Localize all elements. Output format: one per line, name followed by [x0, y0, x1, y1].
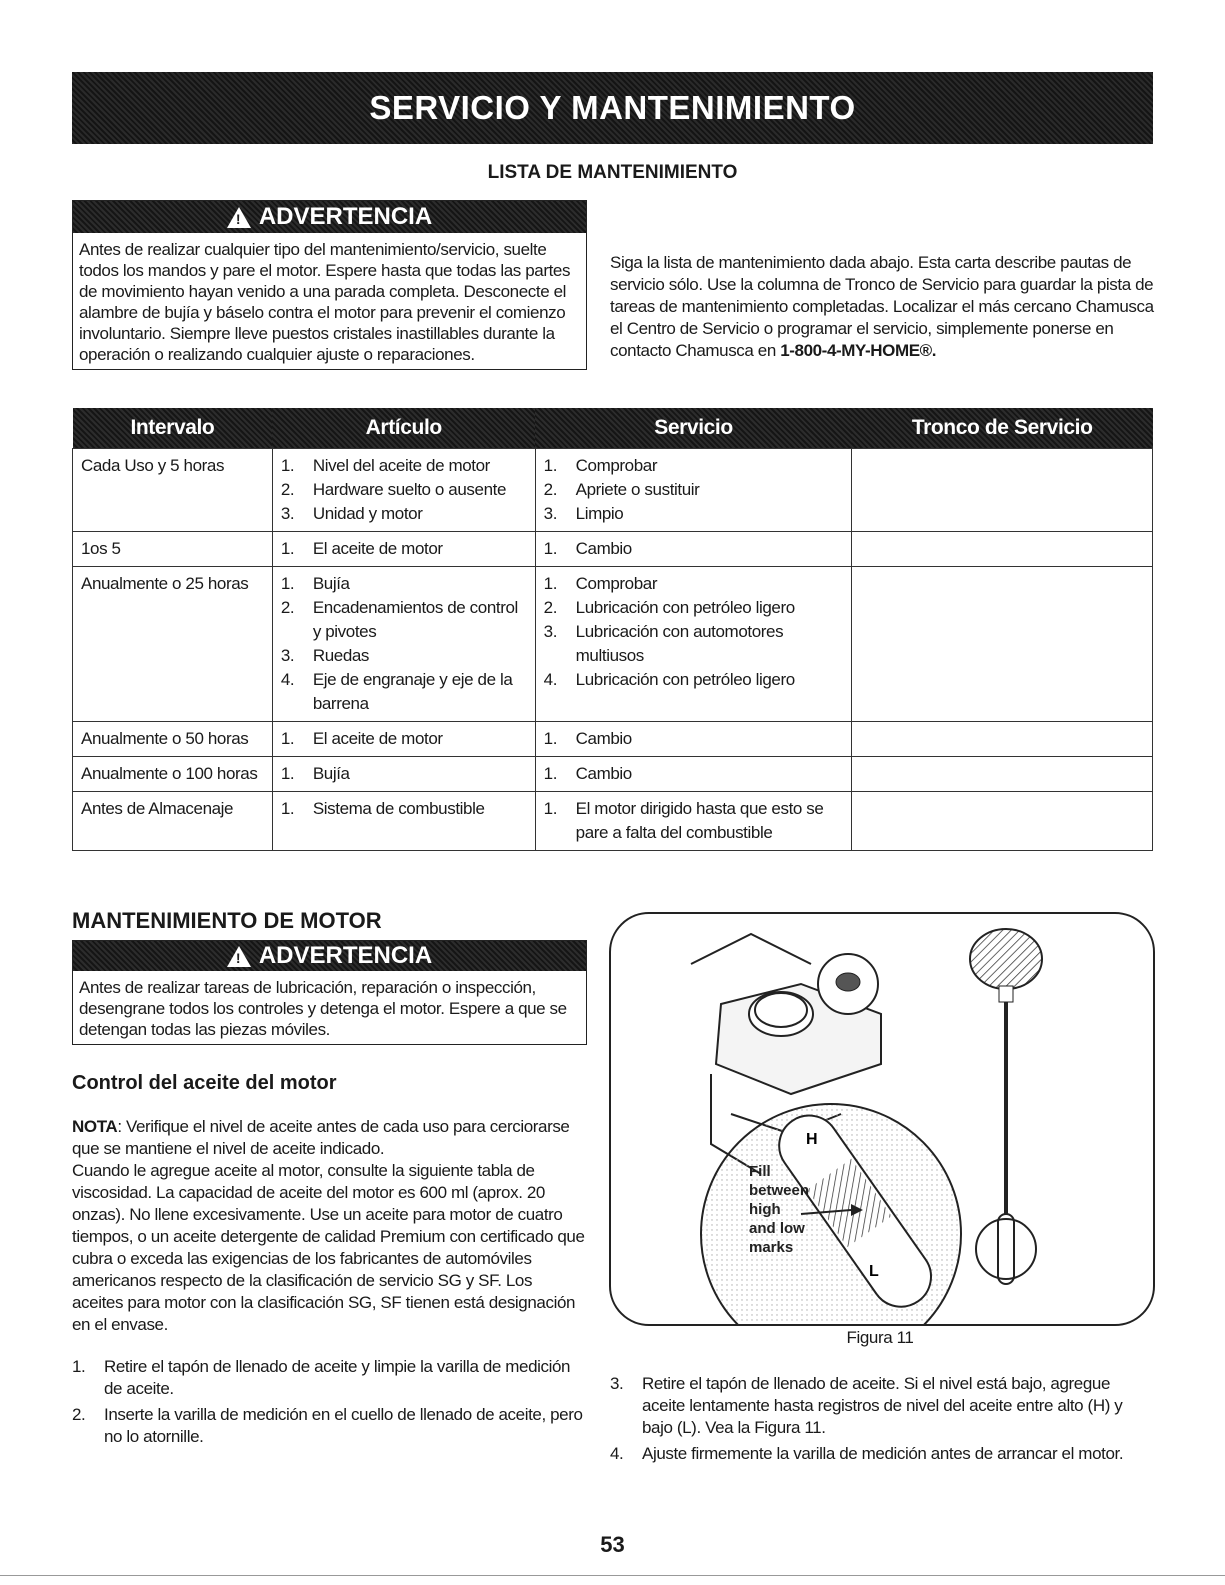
item-number: 1.	[280, 764, 295, 783]
item-number: 2.	[280, 480, 295, 499]
step-item	[72, 1404, 587, 1448]
header-intervalo: Intervalo	[73, 408, 273, 449]
warning-text: Antes de realizar cualquier tipo del mantenimiento/servicio, suelte todos los mandos y pare el motor. Espere hasta que todas las partes de movimiento hayan venido a una parada completa. Desconecte el alambre de bujía y báselo contra el motor para prevenir el comienzo involuntario. Siempre lleve puestos cristales inastillables durante la operación o realizando cualquier ajuste o reparaciones.	[79, 240, 571, 364]
item-text: Lubricación con automotores multiusos	[575, 622, 784, 665]
nota-label: NOTA	[72, 1117, 118, 1136]
list-item	[281, 478, 527, 502]
step-text: Retire el tapón de llenado de aceite y limpie la varilla de medición de aceite.	[104, 1357, 571, 1398]
articulo-cell	[272, 532, 535, 567]
header-servicio: Servicio	[535, 408, 852, 449]
item-number: 3.	[280, 646, 295, 665]
item-number: 2.	[280, 598, 295, 617]
intro-paragraph	[610, 252, 1155, 362]
item-text: Bujía	[312, 764, 350, 783]
engine-warning-text: Antes de realizar tareas de lubricación, reparación o inspección, desengrane todos los controles y detenga el motor. Espere a que se detengan todas las piezas móviles.	[79, 978, 567, 1039]
nota-text: : Verifique el nivel de aceite antes de cada uso para cerciorarse que se mantiene el nivel de aceite indicado.	[72, 1117, 570, 1158]
item-number: 2.	[543, 598, 558, 617]
table-row	[73, 757, 1153, 792]
item-text: Cambio	[575, 764, 632, 783]
articulo-cell	[272, 792, 535, 851]
engine-warning-box	[72, 940, 587, 1045]
interval-cell: Antes de Almacenaje	[73, 792, 273, 851]
phone-number: 1-800-4-MY-HOME®.	[780, 341, 937, 360]
engine-warning-label: ADVERTENCIA	[258, 942, 433, 969]
steps-left	[72, 1356, 587, 1452]
item-text: Lubricación con petróleo ligero	[575, 670, 795, 689]
fill-label-line: and low	[749, 1220, 805, 1237]
articulo-cell	[272, 449, 535, 532]
list-item	[544, 797, 844, 845]
steps-right	[610, 1373, 1125, 1469]
item-number: 1.	[280, 729, 295, 748]
interval-cell: Cada Uso y 5 horas	[73, 449, 273, 532]
interval-cell: Anualmente o 25 horas	[73, 567, 273, 722]
item-number: 4.	[280, 670, 295, 689]
item-text: Sistema de combustible	[312, 799, 485, 818]
section-title: LISTA DE MANTENIMIENTO	[487, 162, 738, 183]
fill-label-line: marks	[749, 1239, 794, 1256]
item-text: El aceite de motor	[312, 729, 443, 748]
item-text: Ruedas	[312, 646, 370, 665]
item-text: Comprobar	[575, 574, 658, 593]
item-number: 1.	[280, 574, 295, 593]
item-text: El motor dirigido hasta que esto se pare a falta del combustible	[575, 799, 824, 842]
nota-paragraph	[72, 1116, 587, 1160]
servicio-cell	[535, 792, 852, 851]
list-item	[281, 668, 527, 716]
page-number: 53	[600, 1532, 625, 1557]
item-text: Unidad y motor	[312, 504, 423, 523]
articulo-cell	[272, 567, 535, 722]
table-row	[73, 449, 1153, 532]
step-item	[610, 1373, 1125, 1439]
list-item	[544, 537, 844, 561]
item-number: 4.	[543, 670, 558, 689]
item-text: Hardware suelto o ausente	[312, 480, 507, 499]
item-text: Eje de engranaje y eje de la barrena	[312, 670, 513, 713]
warning-label: ADVERTENCIA	[258, 203, 433, 230]
list-item	[281, 454, 527, 478]
item-text: Bujía	[312, 574, 350, 593]
list-item	[281, 797, 527, 821]
list-item	[281, 572, 527, 596]
item-number: 1.	[543, 574, 558, 593]
service-log-cell[interactable]	[852, 567, 1153, 722]
engine-warning-header	[73, 941, 586, 971]
item-text: Nivel del aceite de motor	[312, 456, 490, 475]
item-number: 3.	[543, 504, 558, 523]
step-number: 1.	[72, 1357, 86, 1376]
interval-cell: Anualmente o 50 horas	[73, 722, 273, 757]
item-text: Cambio	[575, 539, 632, 558]
figure-caption: Figura 11	[846, 1328, 914, 1347]
item-text: Cambio	[575, 729, 632, 748]
table-row	[73, 722, 1153, 757]
item-number: 3.	[543, 622, 558, 641]
warning-triangle-icon: !	[227, 207, 251, 228]
step-number: 2.	[72, 1405, 86, 1424]
item-text: Encadenamientos de control y pivotes	[312, 598, 518, 641]
dipstick-cap	[970, 929, 1042, 989]
engine-dipstick-illustration	[611, 914, 1153, 1324]
item-number: 1.	[280, 539, 295, 558]
item-number: 2.	[543, 480, 558, 499]
list-item	[281, 727, 527, 751]
table-header-row	[73, 408, 1153, 449]
header-tronco: Tronco de Servicio	[852, 408, 1153, 449]
oil-control-subtitle: Control del aceite del motor	[72, 1072, 337, 1094]
list-item	[544, 502, 844, 526]
step-item	[610, 1443, 1125, 1465]
item-text: Limpio	[575, 504, 624, 523]
item-number: 1.	[543, 799, 558, 818]
bottom-rule	[0, 1575, 1225, 1576]
list-item	[281, 537, 527, 561]
list-item	[281, 762, 527, 786]
figure-11	[609, 912, 1155, 1326]
list-item	[281, 502, 527, 526]
item-number: 1.	[543, 456, 558, 475]
interval-cell: 1os 5	[73, 532, 273, 567]
service-log-cell[interactable]	[852, 792, 1153, 851]
list-item	[544, 478, 844, 502]
item-number: 3.	[280, 504, 295, 523]
step-text: Ajuste firmemente la varilla de medición antes de arrancar el motor.	[642, 1444, 1124, 1463]
table-row	[73, 567, 1153, 722]
interval-cell: Anualmente o 100 horas	[73, 757, 273, 792]
page-banner: SERVICIO Y MANTENIMIENTO	[72, 72, 1153, 144]
articulo-cell	[272, 722, 535, 757]
mark-l: L	[869, 1263, 879, 1280]
service-log-cell[interactable]	[852, 532, 1153, 567]
step-number: 3.	[610, 1374, 624, 1393]
list-item	[281, 596, 527, 644]
step-number: 4.	[610, 1444, 624, 1463]
item-number: 1.	[280, 456, 295, 475]
item-text: Apriete o sustituir	[575, 480, 700, 499]
item-text: Comprobar	[575, 456, 658, 475]
warning-triangle-icon: !	[227, 946, 251, 967]
item-text: El aceite de motor	[312, 539, 443, 558]
articulo-cell	[272, 757, 535, 792]
engine-section-title: MANTENIMIENTO DE MOTOR	[72, 908, 382, 933]
list-item	[544, 454, 844, 478]
fill-label-line: Fill	[749, 1163, 771, 1180]
servicio-cell	[535, 722, 852, 757]
warning-box	[72, 200, 587, 370]
fill-label-line: between	[749, 1182, 810, 1199]
step-text: Retire el tapón de llenado de aceite. Si el nivel está bajo, agregue aceite lentamente hasta registros de nivel del aceite entre alto (H) y bajo (L). Vea la Figura 11.	[642, 1374, 1123, 1437]
list-item	[544, 668, 844, 692]
maintenance-table	[72, 408, 1153, 851]
list-item	[281, 644, 527, 668]
service-log-cell[interactable]	[852, 757, 1153, 792]
table-row	[73, 792, 1153, 851]
engine-body: Cuando le agregue aceite al motor, consulte la siguiente tabla de viscosidad. La capacidad de aceite del motor es 600 ml (aprox. 20 onzas). No llene excesivamente. Use un aceite para motor de cuatro tiempos, o un aceite detergente de calidad Premium con certificado que cubra o exceda las exigencias de los fabricantes de automóviles americanos respecto de la clasificación de servicio SG y SF. Los aceites para motor con la clasificación SG, SF tienen está designación en el envase.	[72, 1161, 585, 1334]
item-number: 1.	[543, 539, 558, 558]
step-item	[72, 1356, 587, 1400]
table-row	[73, 532, 1153, 567]
list-item	[544, 572, 844, 596]
servicio-cell	[535, 757, 852, 792]
list-item	[544, 727, 844, 751]
item-text: Lubricación con petróleo ligero	[575, 598, 795, 617]
warning-header	[73, 201, 586, 233]
servicio-cell	[535, 449, 852, 532]
step-text: Inserte la varilla de medición en el cuello de llenado de aceite, pero no lo atornille.	[104, 1405, 583, 1446]
service-log-cell[interactable]	[852, 449, 1153, 532]
item-number: 1.	[543, 764, 558, 783]
service-log-cell[interactable]	[852, 722, 1153, 757]
list-item	[544, 620, 844, 668]
servicio-cell	[535, 532, 852, 567]
list-item	[544, 596, 844, 620]
item-number: 1.	[543, 729, 558, 748]
header-articulo: Artículo	[272, 408, 535, 449]
servicio-cell	[535, 567, 852, 722]
list-item	[544, 762, 844, 786]
intro-text: Siga la lista de mantenimiento dada abajo. Esta carta describe pautas de servicio sólo. Use la columna de Tronco de Servicio para guardar la pista de tareas de mantenimiento completadas. Localizar el más cercano Chamusca el Centro de Servicio o programar el servicio, simplemente ponerse en contacto Chamusca en	[610, 253, 1154, 360]
item-number: 1.	[280, 799, 295, 818]
fill-label-line: high	[749, 1201, 781, 1218]
mark-h: H	[806, 1131, 818, 1148]
